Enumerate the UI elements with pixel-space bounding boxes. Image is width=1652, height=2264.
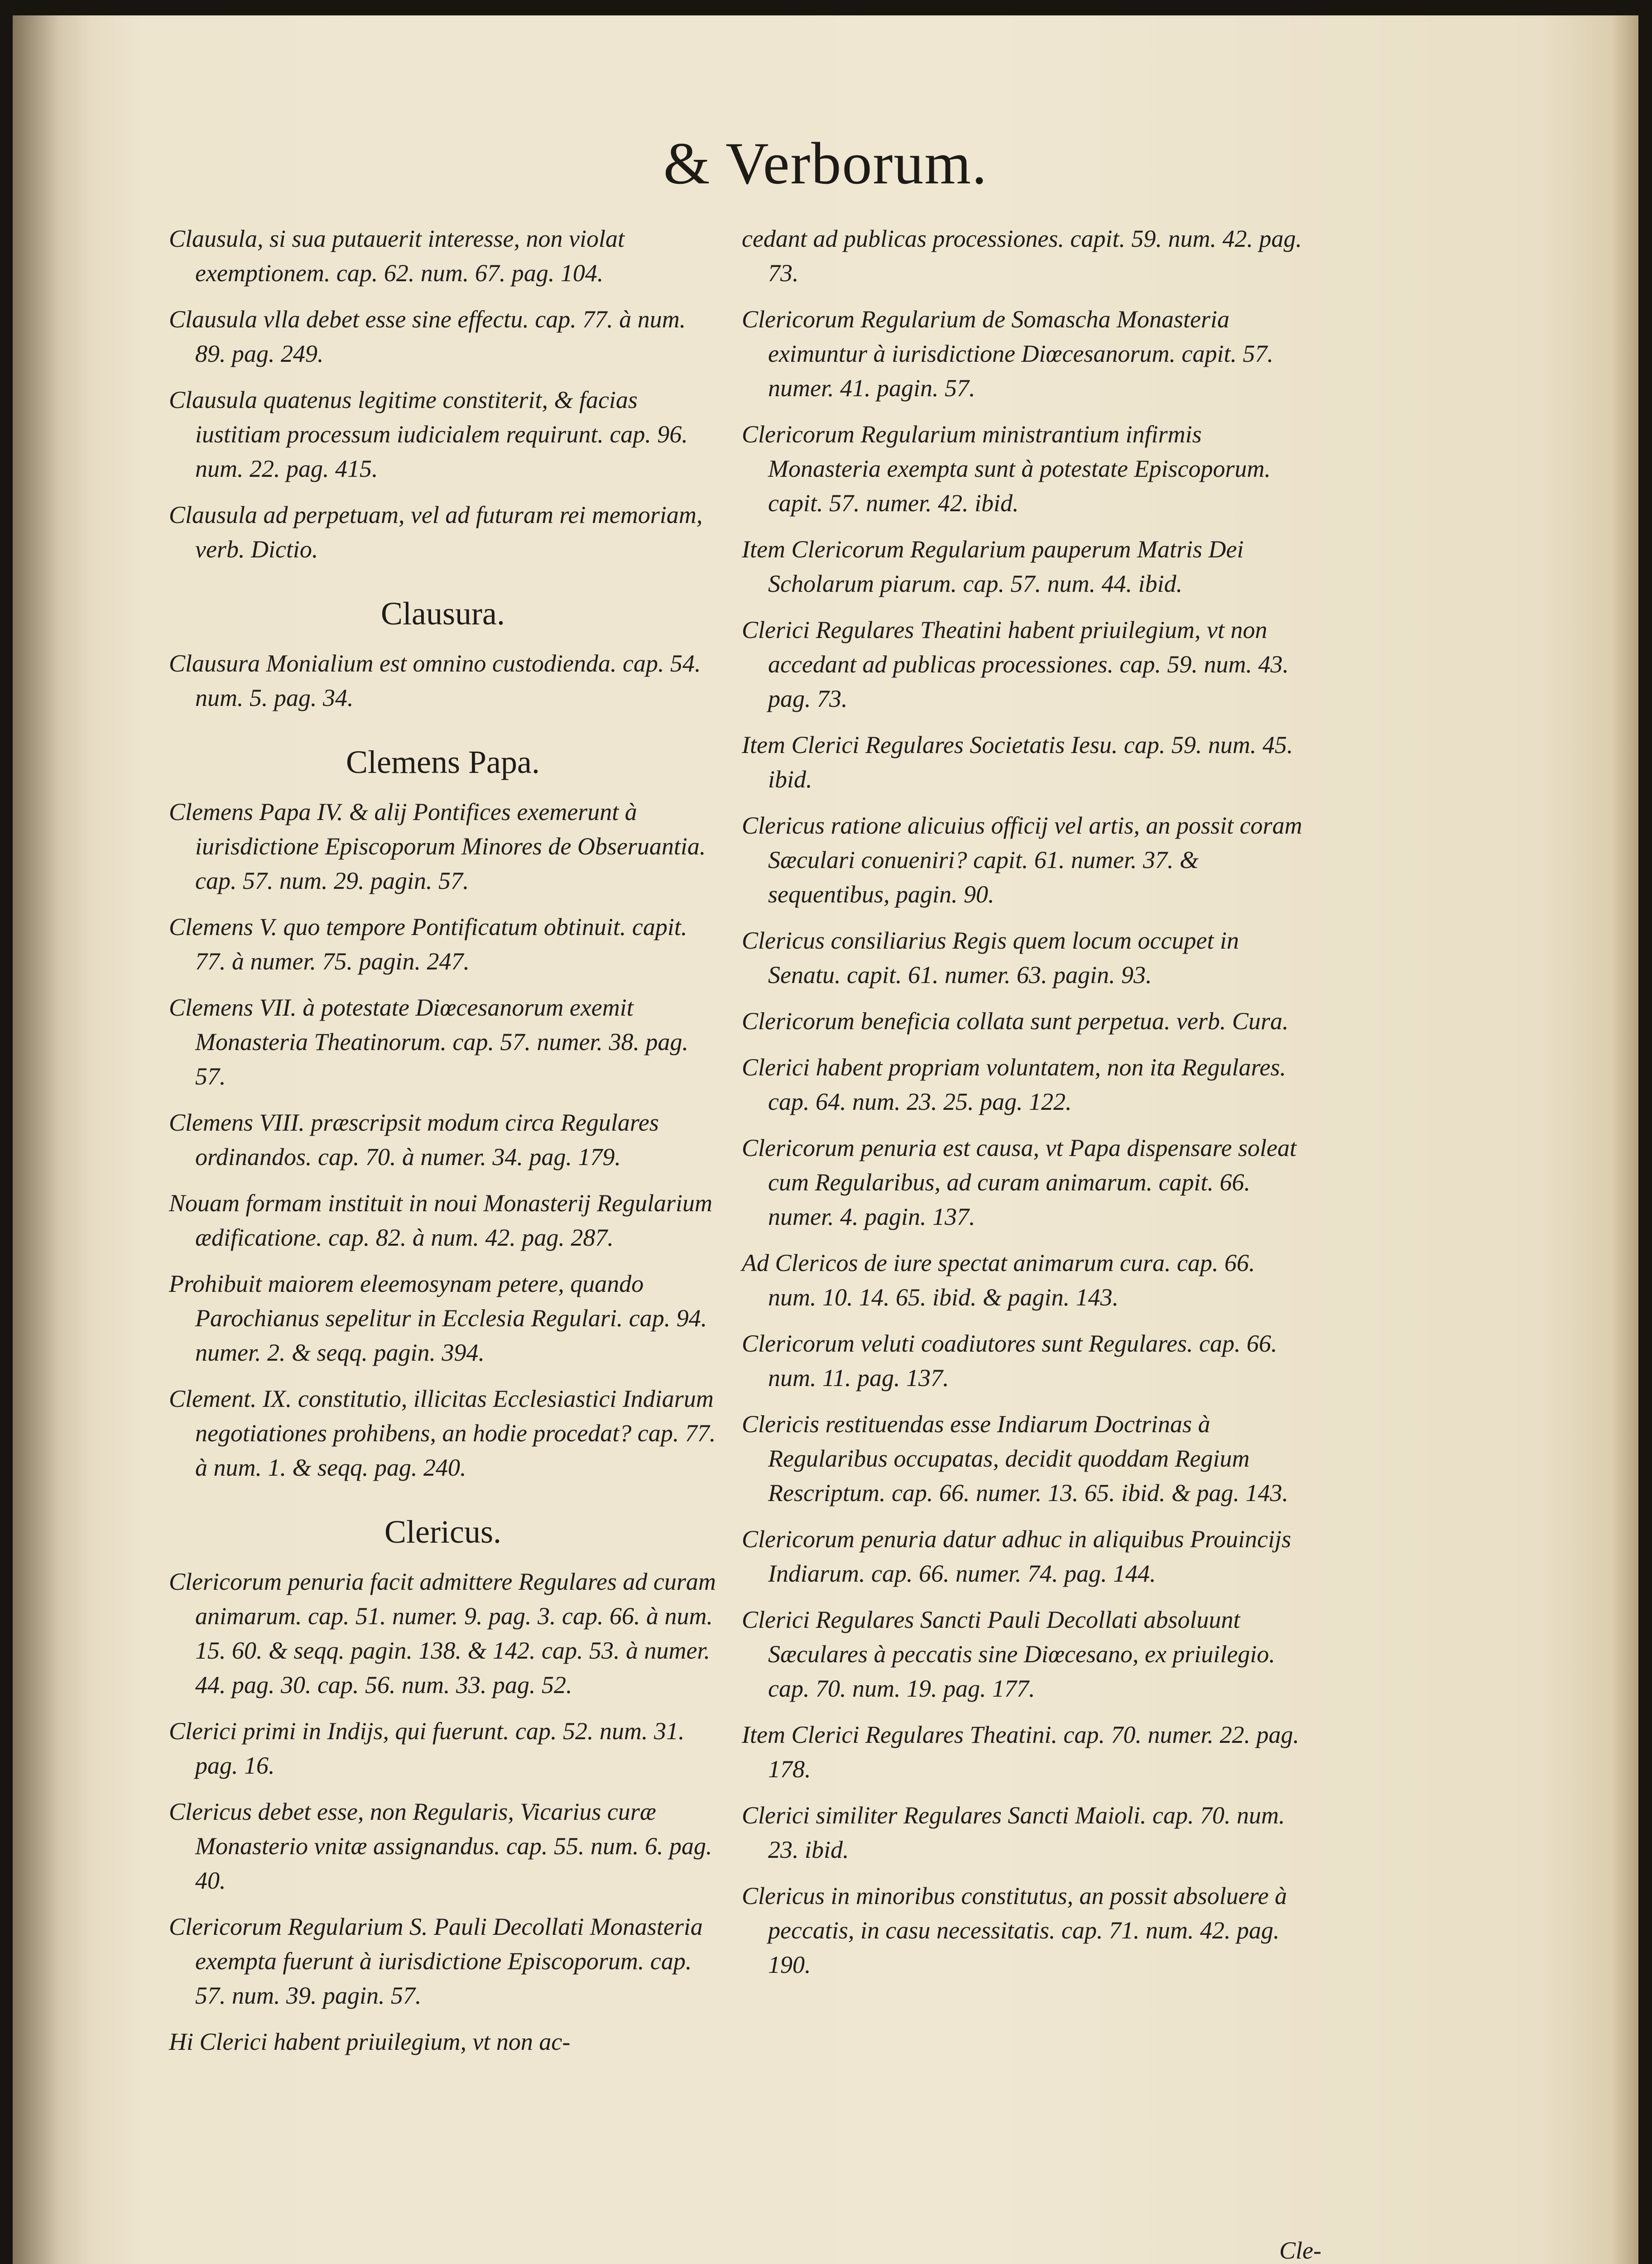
index-entry: Hi Clerici habent priuilegium, vt non ac- — [169, 2028, 571, 2055]
index-entry: Clausula, si sua putauerit interesse, non violat exemptionem. cap. 62. num. 67. pag. 104. — [169, 225, 624, 287]
left-column — [169, 221, 717, 2071]
index-entry: Clerici habent propriam voluntatem, non ita Regulares. cap. 64. num. 23. 25. pag. 122. — [742, 1054, 1286, 1115]
index-entry: Nouam formam instituit in noui Monasterij Regularium ædificatione. cap. 82. à num. 42. pag. 287. — [169, 1190, 713, 1251]
catchword: Cle- — [1279, 2237, 1321, 2264]
index-entry: Clericus ratione alicuius officij vel artis, an possit coram Sæculari conueniri? capit. 61. numer. 37. & sequentibus, pagin. 90. — [742, 812, 1302, 908]
book-page — [13, 15, 1638, 2264]
index-entry: cedant ad publicas processiones. capit. 59. num. 42. pag. 73. — [742, 225, 1302, 287]
section-heading: Clausura. — [381, 595, 505, 632]
index-entry: Ad Clericos de iure spectat animarum cura. cap. 66. num. 10. 14. 65. ibid. & pagin. 143. — [742, 1249, 1255, 1311]
page-edge-shading — [1611, 15, 1638, 2264]
index-entry: Clericorum penuria datur adhuc in aliquibus Prouincijs Indiarum. cap. 66. numer. 74. pag. 144. — [742, 1525, 1291, 1587]
index-entry: Clericorum penuria est causa, vt Papa dispensare soleat cum Regularibus, ad curam animarum. capit. 66. numer. 4. pagin. 137. — [742, 1134, 1297, 1230]
index-entry: Clerici primi in Indijs, qui fuerunt. cap. 52. num. 31. pag. 16. — [169, 1717, 685, 1779]
index-entry: Clericorum Regularium de Somascha Monasteria eximuntur à iurisdictione Diœcesanorum. capit. 57. numer. 41. pagin. 57. — [742, 306, 1273, 402]
index-entry: Clausula ad perpetuam, vel ad futuram rei memoriam, verb. Dictio. — [169, 501, 703, 563]
index-entry: Clerici Regulares Theatini habent priuilegium, vt non accedant ad publicas processiones. cap. 59. num. 43. pag. 73. — [742, 616, 1289, 712]
index-entry: Clericorum Regularium ministrantium infirmis Monasteria exempta sunt à potestate Episcoporum. capit. 57. numer. 42. ibid. — [742, 421, 1271, 517]
index-entry: Item Clericorum Regularium pauperum Matris Dei Scholarum piarum. cap. 57. num. 44. ibid. — [742, 536, 1244, 597]
index-entry: Clausula vlla debet esse sine effectu. cap. 77. à num. 89. pag. 249. — [169, 306, 686, 367]
index-entry: Item Clerici Regulares Societatis Iesu. cap. 59. num. 45. ibid. — [742, 731, 1293, 793]
index-entry: Item Clerici Regulares Theatini. cap. 70. numer. 22. pag. 178. — [742, 1721, 1299, 1783]
index-entry: Clericus consiliarius Regis quem locum occupet in Senatu. capit. 61. numer. 63. pagin. 93. — [742, 927, 1239, 988]
index-entry: Clericus in minoribus constitutus, an possit absoluere à peccatis, in casu necessitatis. cap. 71. num. 42. pag. 190. — [742, 1882, 1287, 1978]
section-heading: Clericus. — [384, 1514, 501, 1550]
section-heading: Clemens Papa. — [346, 744, 540, 780]
gutter-shadow — [13, 15, 90, 2264]
index-entry: Clausura Monialium est omnino custodienda. cap. 54. num. 5. pag. 34. — [169, 650, 701, 711]
index-entry: Clausula quatenus legitime constiterit, & facias iustitiam processum iudicialem requirunt. cap. 96. num. 22. pag. 415. — [169, 386, 688, 482]
index-entry: Clerici similiter Regulares Sancti Maioli. cap. 70. num. 23. ibid. — [742, 1802, 1285, 1863]
running-head: & Verborum. — [663, 130, 988, 197]
index-entry: Clericorum penuria facit admittere Regulares ad curam animarum. cap. 51. numer. 9. pag. 3. cap. 66. à num. 15. 60. & seqq. pagin. 138. & 142. cap. 53. à numer. 44. pag. 30. cap. 56. num. 33. pag. 52. — [169, 1568, 716, 1698]
index-entry: Clement. IX. constitutio, illicitas Ecclesiastici Indiarum negotiationes prohibens, an hodie procedat? cap. 77. à num. 1. & seqq. pag. 240. — [169, 1385, 716, 1481]
index-entry: Clericorum veluti coadiutores sunt Regulares. cap. 66. num. 11. pag. 137. — [742, 1330, 1277, 1391]
index-entry: Clericorum Regularium S. Pauli Decollati Monasteria exempta fuerunt à iurisdictione Episcoporum. cap. 57. num. 39. pagin. 57. — [169, 1913, 703, 2009]
index-entry: Clemens VIII. præscripsit modum circa Regulares ordinandos. cap. 70. à numer. 34. pag. 179. — [169, 1109, 659, 1170]
index-entry: Prohibuit maiorem eleemosynam petere, quando Parochianus sepelitur in Ecclesia Regulari. cap. 94. numer. 2. & seqq. pagin. 394. — [169, 1270, 707, 1366]
index-entry: Clemens Papa IV. & alij Pontifices exemerunt à iurisdictione Episcoporum Minores de Obseruantia. cap. 57. num. 29. pagin. 57. — [169, 798, 706, 894]
index-entry: Clericorum beneficia collata sunt perpetua. verb. Cura. — [742, 1007, 1289, 1035]
index-entry: Clemens V. quo tempore Pontificatum obtinuit. capit. 77. à numer. 75. pagin. 247. — [169, 913, 687, 975]
index-entry: Clerici Regulares Sancti Pauli Decollati absoluunt Sæculares à peccatis sine Diœcesano, ex priuilegio. cap. 70. num. 19. pag. 177. — [742, 1606, 1275, 1702]
index-entry: Clericis restituendas esse Indiarum Doctrinas à Regularibus occupatas, decidit quoddam Regium Rescriptum. cap. 66. numer. 13. 65. ibid. & pag. 143. — [742, 1410, 1288, 1506]
right-column — [742, 221, 1303, 1994]
index-entry: Clericus debet esse, non Regularis, Vicarius curæ Monasterio vnitæ assignandus. cap. 55. num. 6. pag. 40. — [169, 1798, 712, 1894]
index-entry: Clemens VII. à potestate Diœcesanorum exemit Monasteria Theatinorum. cap. 57. numer. 38. pag. 57. — [169, 994, 688, 1090]
